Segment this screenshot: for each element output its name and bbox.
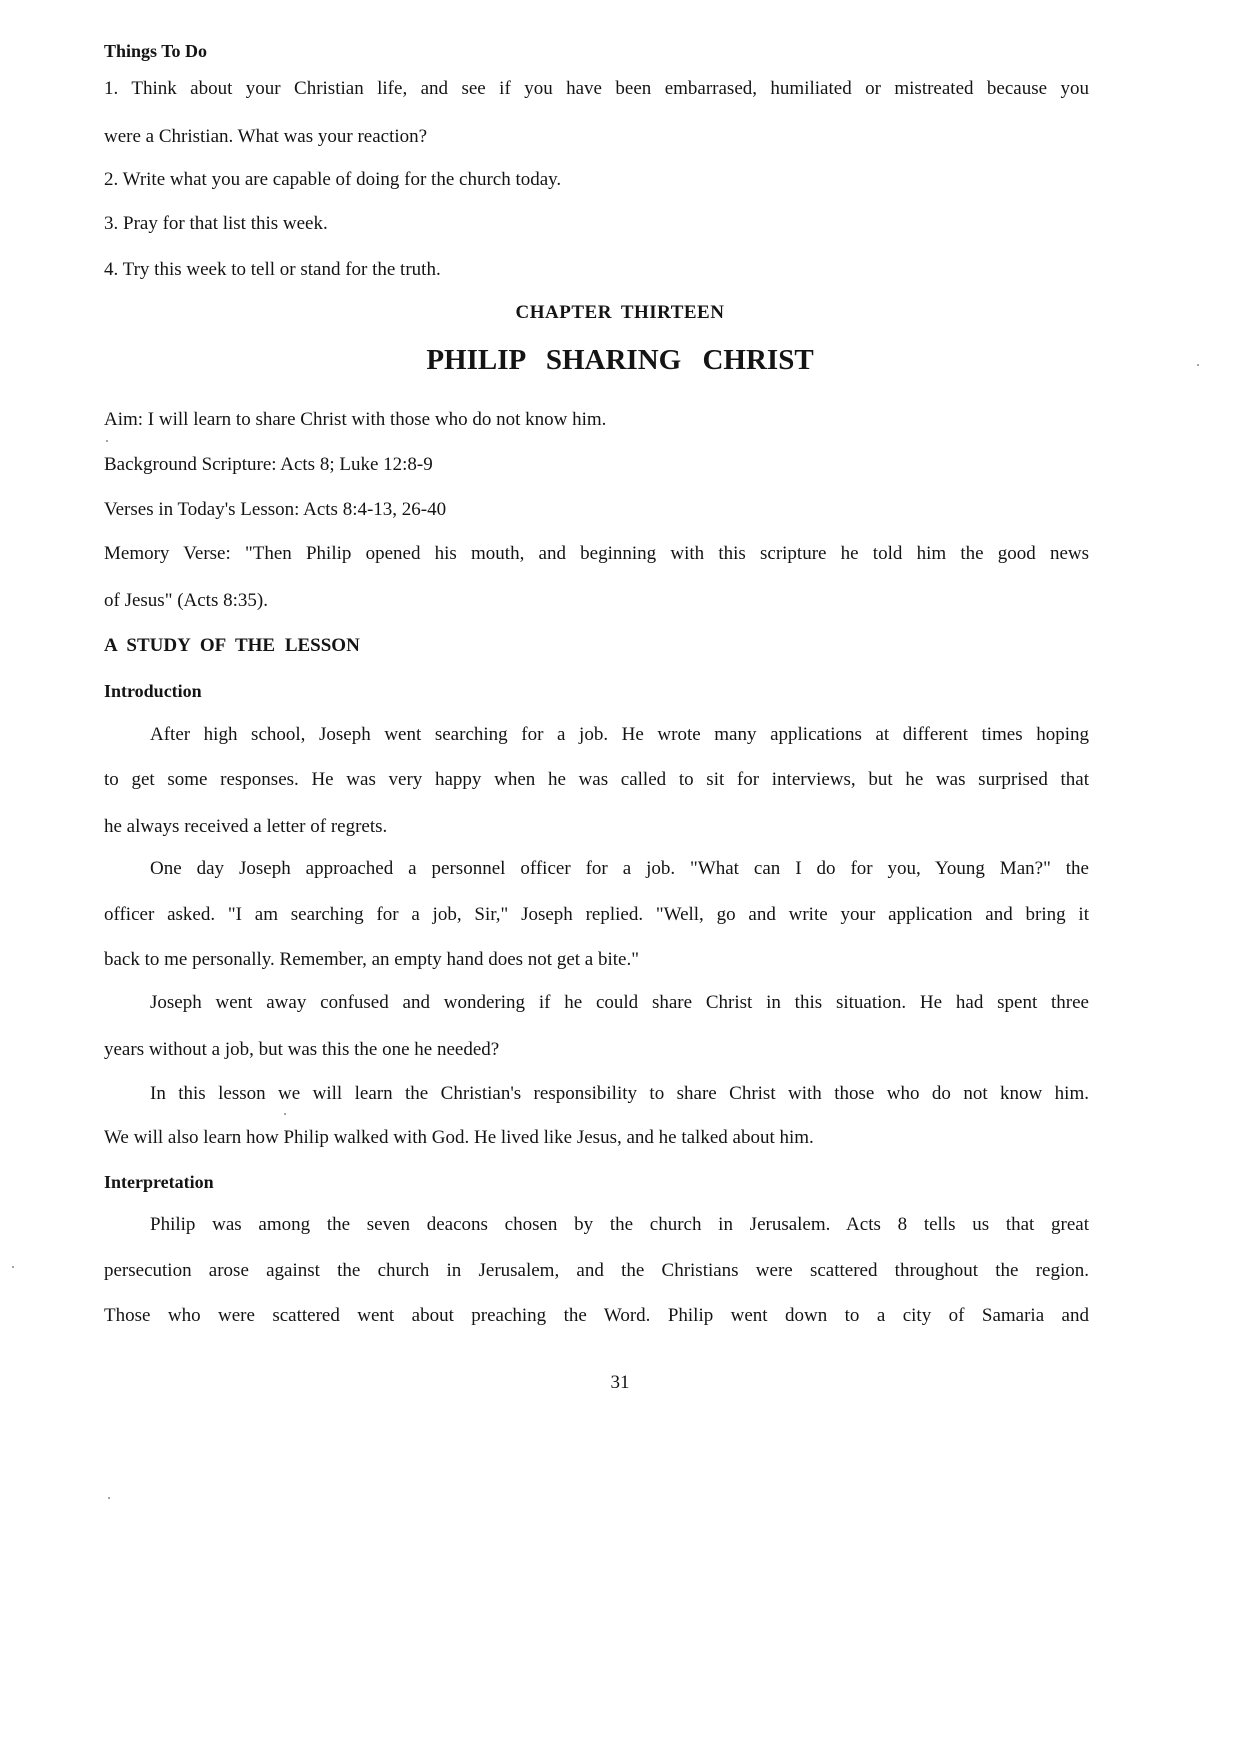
page-number: 31 (610, 1372, 630, 1393)
intro-paragraph-line: We will also learn how Philip walked with God. He lived like Jesus, and he talked about him. (104, 1127, 814, 1148)
lesson-aim: Aim: I will learn to share Christ with those who do not know him. (104, 409, 607, 430)
intro-paragraph-line: In this lesson we will learn the Christian's responsibility to share Christ with those who do not know him. (150, 1083, 1089, 1104)
chapter-label: CHAPTER THIRTEEN (515, 302, 725, 323)
todo-item-1: 1. Think about your Christian life, and see if you have been embarrased, humiliated or mistreated because you (104, 78, 1089, 99)
scan-speck (108, 1497, 110, 1499)
intro-paragraph-line: One day Joseph approached a personnel officer for a job. "What can I do for you, Young Man?" the (150, 858, 1089, 879)
intro-paragraph-line: After high school, Joseph went searching for a job. He wrote many applications at different times hoping (150, 724, 1089, 745)
intro-paragraph-line: officer asked. "I am searching for a job, Sir," Joseph replied. "Well, go and write your application and bring it (104, 904, 1089, 925)
todo-item-1-continued: were a Christian. What was your reaction? (104, 126, 428, 147)
background-scripture: Background Scripture: Acts 8; Luke 12:8-9 (104, 454, 433, 475)
intro-paragraph-line: to get some responses. He was very happy when he was called to sit for interviews, but he was surprised that (104, 769, 1089, 790)
scan-speck (284, 1113, 286, 1115)
scan-speck (12, 1266, 14, 1268)
intro-paragraph-line: he always received a letter of regrets. (104, 816, 388, 837)
study-heading: A STUDY OF THE LESSON (104, 635, 360, 656)
lesson-verses: Verses in Today's Lesson: Acts 8:4-13, 26-40 (104, 499, 447, 520)
chapter-title: PHILIP SHARING CHRIST (426, 344, 814, 376)
things-to-do-heading: Things To Do (104, 41, 208, 61)
interpretation-heading: Interpretation (104, 1172, 214, 1192)
todo-item-2: 2. Write what you are capable of doing for the church today. (104, 169, 562, 190)
todo-item-4: 4. Try this week to tell or stand for the truth. (104, 259, 441, 280)
interpretation-paragraph-line: Philip was among the seven deacons chosen by the church in Jerusalem. Acts 8 tells us that great (150, 1214, 1089, 1235)
todo-item-3: 3. Pray for that list this week. (104, 213, 328, 234)
interpretation-paragraph-line: persecution arose against the church in Jerusalem, and the Christians were scattered throughout the region. (104, 1260, 1089, 1281)
introduction-heading: Introduction (104, 681, 202, 701)
intro-paragraph-line: Joseph went away confused and wondering if he could share Christ in this situation. He had spent three (150, 992, 1089, 1013)
intro-paragraph-line: years without a job, but was this the one he needed? (104, 1039, 500, 1060)
interpretation-paragraph-line: Those who were scattered went about preaching the Word. Philip went down to a city of Samaria and (104, 1305, 1089, 1326)
scan-speck (106, 440, 108, 442)
intro-paragraph-line: back to me personally. Remember, an empty hand does not get a bite." (104, 949, 639, 970)
memory-verse-continued: of Jesus" (Acts 8:35). (104, 590, 268, 611)
memory-verse: Memory Verse: "Then Philip opened his mouth, and beginning with this scripture he told him the good news (104, 543, 1089, 564)
scan-speck (1197, 364, 1199, 366)
